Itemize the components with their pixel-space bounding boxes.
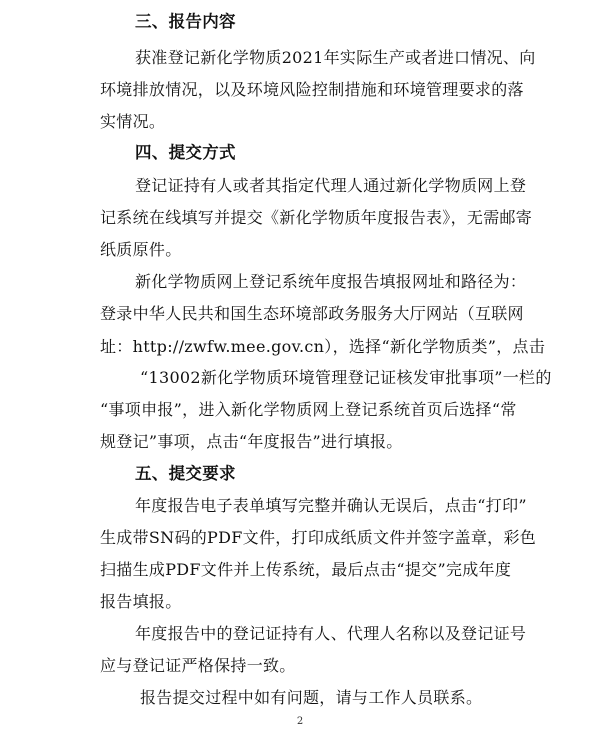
paragraph-line: 年度报告电子表单填写完整并确认无误后，点击“打印” <box>135 496 527 515</box>
paragraph-line: 规登记”事项，点击“年度报告”进行填报。 <box>100 432 403 451</box>
paragraph-line: 环境排放情况，以及环境风险控制措施和环境管理要求的落 <box>100 80 524 99</box>
paragraph-line: 纸质原件。 <box>100 240 182 259</box>
paragraph-line: 新化学物质网上登记系统年度报告填报网址和路径为： <box>135 272 527 291</box>
section-heading-submission-requirements: 五、提交要求 <box>135 464 236 483</box>
paragraph-line: 报告填报。 <box>100 592 182 611</box>
paragraph-line: 年度报告中的登记证持有人、代理人名称以及登记证号 <box>135 624 527 643</box>
paragraph-line: 报告提交过程中如有问题，请与工作人员联系。 <box>140 688 483 707</box>
paragraph-line: 记系统在线填写并提交《新化学物质年度报告表》，无需邮寄 <box>100 208 533 227</box>
paragraph-line: 获准登记新化学物质2021年实际生产或者进口情况、向 <box>135 48 536 67</box>
paragraph-line: 应与登记证严格保持一致。 <box>100 656 296 675</box>
page-number: 2 <box>296 716 304 727</box>
paragraph-line: 扫描生成PDF文件并上传系统，最后点击“提交”完成年度 <box>100 560 512 579</box>
paragraph-line-with-url: 址：http://zwfw.mee.gov.cn），选择“新化学物质类”，点击 <box>100 337 546 356</box>
paragraph-line: 登记证持有人或者其指定代理人通过新化学物质网上登 <box>135 176 527 195</box>
paragraph-line: “事项申报”，进入新化学物质网上登记系统首页后选择“常 <box>100 400 517 419</box>
section-heading-report-content: 三、报告内容 <box>135 12 236 31</box>
paragraph-line: 登录中华人民共和国生态环境部政务服务大厅网站（互联网 <box>100 304 524 323</box>
section-heading-submission-method: 四、提交方式 <box>135 143 236 162</box>
paragraph-line: 生成带SN码的PDF文件，打印成纸质文件并签字盖章，彩色 <box>100 528 537 547</box>
paragraph-line: “13002新化学物质环境管理登记证核发审批事项”一栏的 <box>140 368 552 387</box>
paragraph-line: 实情况。 <box>100 112 166 131</box>
